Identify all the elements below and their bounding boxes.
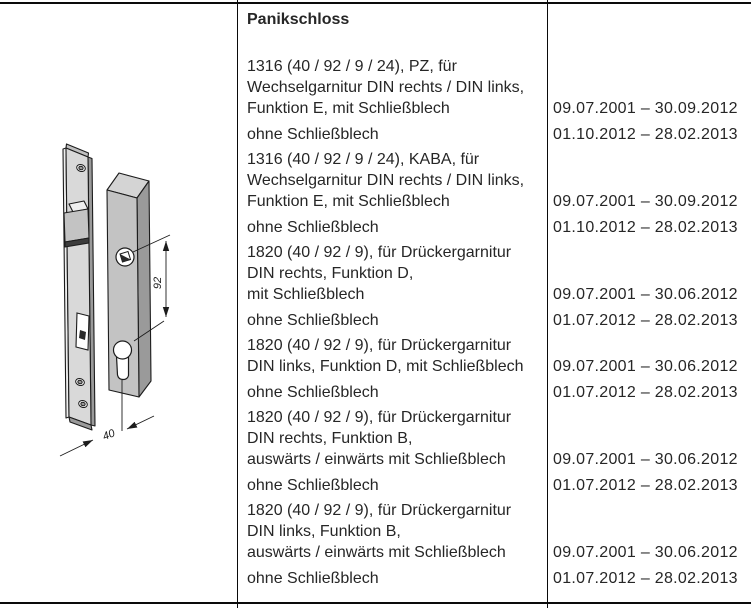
product-description	[237, 217, 547, 238]
product-row	[237, 407, 751, 470]
product-description	[237, 382, 547, 403]
product-description	[237, 149, 547, 212]
product-description-line: 1820 (40 / 92 / 9), für Drückergarnitur	[247, 244, 512, 261]
product-description	[237, 407, 547, 470]
product-row	[237, 568, 751, 589]
date-range: 01.07.2012 – 28.02.2013	[553, 311, 738, 329]
product-description-line: ohne Schließblech	[247, 218, 379, 236]
deadbolt-slot	[76, 313, 89, 350]
product-row	[237, 475, 751, 496]
product-row	[237, 217, 751, 238]
product-description	[237, 475, 547, 496]
date-range: 09.07.2001 – 30.06.2012	[553, 451, 738, 468]
product-description-line: ohne Schließblech	[247, 311, 379, 329]
product-description-line: Wechselgarnitur DIN rechts / DIN links,	[247, 172, 525, 189]
cylinder-circle	[114, 341, 132, 359]
dim-40-label: 40	[100, 427, 117, 444]
date-range: 01.07.2012 – 28.02.2013	[553, 476, 738, 494]
product-description-line: Wechselgarnitur DIN rechts / DIN links,	[247, 79, 525, 96]
product-table	[237, 0, 751, 589]
panic-lock-drawing	[30, 128, 230, 468]
date-range: 09.07.2001 – 30.09.2012	[553, 100, 738, 117]
product-row	[237, 310, 751, 331]
spindle-follower	[116, 248, 134, 266]
product-description-line: DIN rechts, Funktion B,	[247, 430, 413, 447]
product-description-line: 1820 (40 / 92 / 9), für Drückergarnitur	[247, 502, 512, 519]
product-description-line: ohne Schließblech	[247, 383, 379, 401]
date-range: 01.07.2012 – 28.02.2013	[553, 383, 738, 401]
product-row	[237, 124, 751, 145]
product-description	[237, 56, 547, 119]
product-description	[237, 335, 547, 377]
date-range: 01.10.2012 – 28.02.2013	[553, 125, 738, 143]
lock-faceplate	[63, 144, 95, 430]
product-row	[237, 242, 751, 305]
dim-92-label: 92	[152, 276, 164, 290]
product-description-line: auswärts / einwärts mit Schließblech	[247, 544, 506, 561]
date-range: 01.07.2012 – 28.02.2013	[553, 569, 738, 587]
product-description	[237, 310, 547, 331]
product-rows	[237, 56, 751, 589]
product-row	[237, 56, 751, 119]
product-description-line: 1316 (40 / 92 / 9 / 24), PZ, für	[247, 58, 457, 75]
product-row	[237, 335, 751, 377]
product-description	[237, 242, 547, 305]
dim-40-line-left	[60, 440, 93, 456]
product-description-line: Funktion E, mit Schließblech	[247, 100, 450, 117]
product-description-line: DIN links, Funktion B,	[247, 523, 401, 540]
date-range: 09.07.2001 – 30.09.2012	[553, 193, 738, 210]
product-row	[237, 500, 751, 563]
section-title: Panikschloss	[247, 11, 350, 28]
product-description-line: DIN rechts, Funktion D,	[247, 265, 414, 282]
product-description-line: DIN links, Funktion D, mit Schließblech	[247, 358, 524, 375]
date-range: 09.07.2001 – 30.06.2012	[553, 358, 738, 375]
product-row	[237, 149, 751, 212]
dim-40-line-right	[127, 416, 154, 429]
product-description	[237, 568, 547, 589]
table-border-bottom	[0, 602, 751, 604]
product-description-line: 1316 (40 / 92 / 9 / 24), KABA, für	[247, 151, 480, 168]
product-description-line: Funktion E, mit Schließblech	[247, 193, 450, 210]
product-description-line: ohne Schließblech	[247, 125, 379, 143]
product-description-line: ohne Schließblech	[247, 569, 379, 587]
date-range: 09.07.2001 – 30.06.2012	[553, 286, 738, 303]
date-range: 01.10.2012 – 28.02.2013	[553, 218, 738, 236]
product-description-line: mit Schließblech	[247, 286, 365, 303]
date-range: 09.07.2001 – 30.06.2012	[553, 544, 738, 561]
latch-bolt-front	[64, 209, 89, 242]
product-description-line: ohne Schließblech	[247, 476, 379, 494]
product-description	[237, 500, 547, 563]
product-description-line: 1820 (40 / 92 / 9), für Drückergarnitur	[247, 337, 512, 354]
product-row	[237, 382, 751, 403]
product-description	[237, 124, 547, 145]
product-description-line: 1820 (40 / 92 / 9), für Drückergarnitur	[247, 409, 512, 426]
product-description-line: auswärts / einwärts mit Schließblech	[247, 451, 506, 468]
